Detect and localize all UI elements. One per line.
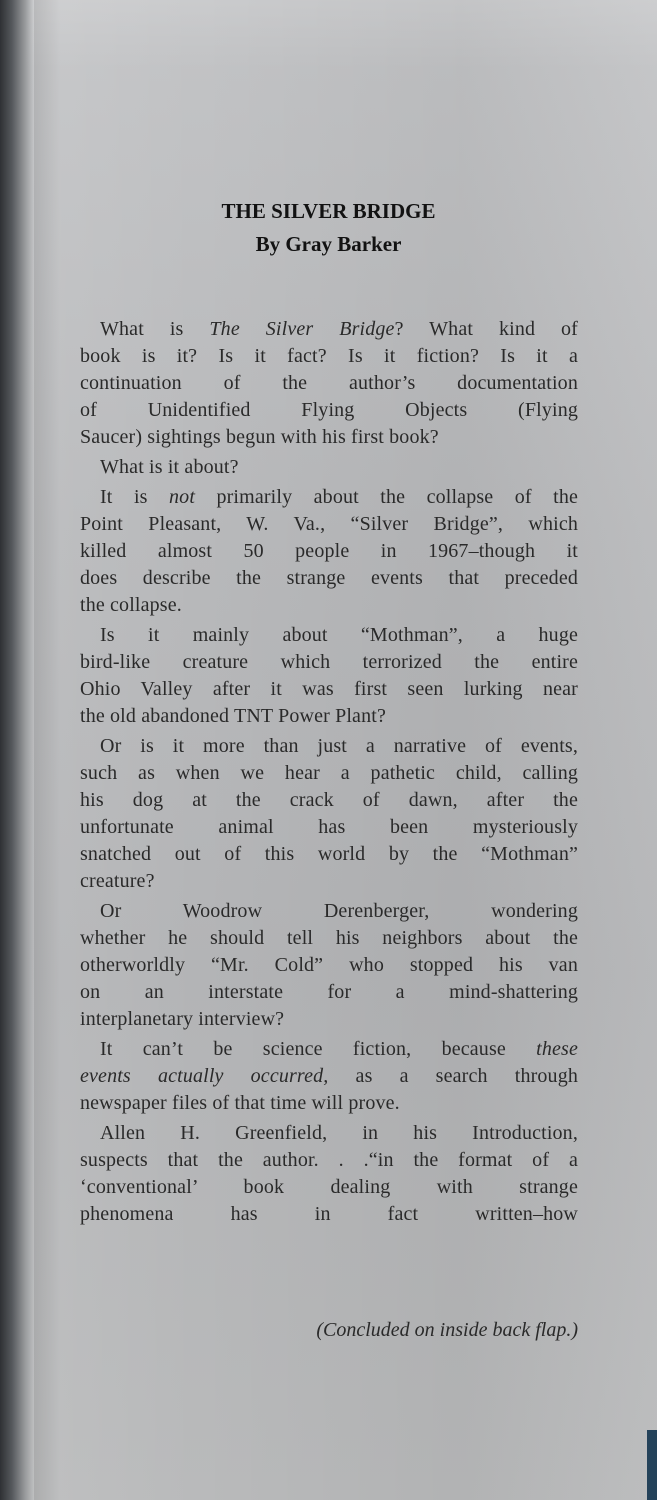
line: Ohio Valley after it was first seen lurking near [80, 678, 578, 700]
line: suspects that the author. . .“in the format of a [80, 1149, 578, 1171]
flap-heading [0, 195, 657, 261]
text-run: primarily about the collapse of the [195, 486, 578, 508]
line: ‘conventional’ book dealing with strange [80, 1176, 578, 1198]
line: continuation of the author’s documentation [80, 372, 578, 394]
cover-edge-mark [647, 1430, 657, 1500]
flap-copy [80, 316, 578, 1231]
italic-emphasis: not [169, 486, 196, 508]
italic-emphasis: these [536, 1038, 578, 1060]
paragraph-derenberger [80, 898, 578, 1033]
line: newspaper files of that time will prove. [80, 1092, 400, 1114]
paper-sheen [0, 0, 657, 70]
line: snatched out of this world by the “Mothman” [80, 843, 578, 865]
line: Or Woodrow Derenberger, wondering [100, 900, 578, 922]
line: otherworldly “Mr. Cold” who stopped his van [80, 954, 578, 976]
line: the old abandoned TNT Power Plant? [80, 705, 386, 727]
paragraph-introduction [80, 1120, 578, 1228]
line: killed almost 50 people in 1967–though it [80, 540, 578, 562]
line [80, 484, 578, 511]
paragraph-mothman [80, 622, 578, 730]
line: phenomena has in fact written–how [80, 1203, 578, 1225]
line: interplanetary interview? [80, 1008, 285, 1030]
line: What is it about? [100, 456, 239, 478]
book-title-italic: The Silver Bridge [209, 318, 395, 340]
text-run: What is [100, 318, 210, 340]
paragraph-what-is [80, 316, 578, 451]
paragraph-science-fiction [80, 1036, 578, 1117]
line: his dog at the crack of dawn, after the [80, 789, 578, 811]
book-title: THE SILVER BRIDGE [221, 199, 436, 223]
line [80, 316, 578, 343]
paragraph-not-about-collapse [80, 484, 578, 619]
text-run: ? What kind of [394, 318, 578, 340]
line: on an interstate for a mind-shattering [80, 981, 578, 1003]
line: does describe the strange events that preceded [80, 567, 578, 589]
text-run: It is [100, 486, 170, 508]
line: Point Pleasant, W. Va., “Silver Bridge”, which [80, 513, 578, 535]
line: bird-like creature which terrorized the entire [80, 651, 578, 673]
line: of Unidentified Flying Objects (Flying [80, 399, 578, 421]
line [80, 1063, 578, 1090]
line: Allen H. Greenfield, in his Introduction, [100, 1122, 578, 1144]
line: Is it mainly about “Mothman”, a huge [100, 624, 578, 646]
continued-note: (Concluded on inside back flap.) [316, 1319, 578, 1341]
line: book is it? Is it fact? Is it fiction? Is it a [80, 345, 578, 367]
text-run: as a search through [328, 1065, 579, 1087]
paragraph-narrative [80, 733, 578, 895]
italic-emphasis: events actually occurred, [80, 1065, 329, 1087]
paragraph-what-about [80, 454, 578, 481]
text-run: It can’t be science fiction, because [100, 1038, 537, 1060]
line: whether he should tell his neighbors about the [80, 927, 578, 949]
line: such as when we hear a pathetic child, calling [80, 762, 578, 784]
line: Or is it more than just a narrative of events, [100, 735, 578, 757]
line: Saucer) sightings begun with his first book? [80, 426, 439, 448]
author-byline: By Gray Barker [255, 232, 402, 256]
line: creature? [80, 870, 155, 892]
line: the collapse. [80, 594, 182, 616]
line [80, 1036, 578, 1063]
line: unfortunate animal has been mysteriously [80, 816, 578, 838]
